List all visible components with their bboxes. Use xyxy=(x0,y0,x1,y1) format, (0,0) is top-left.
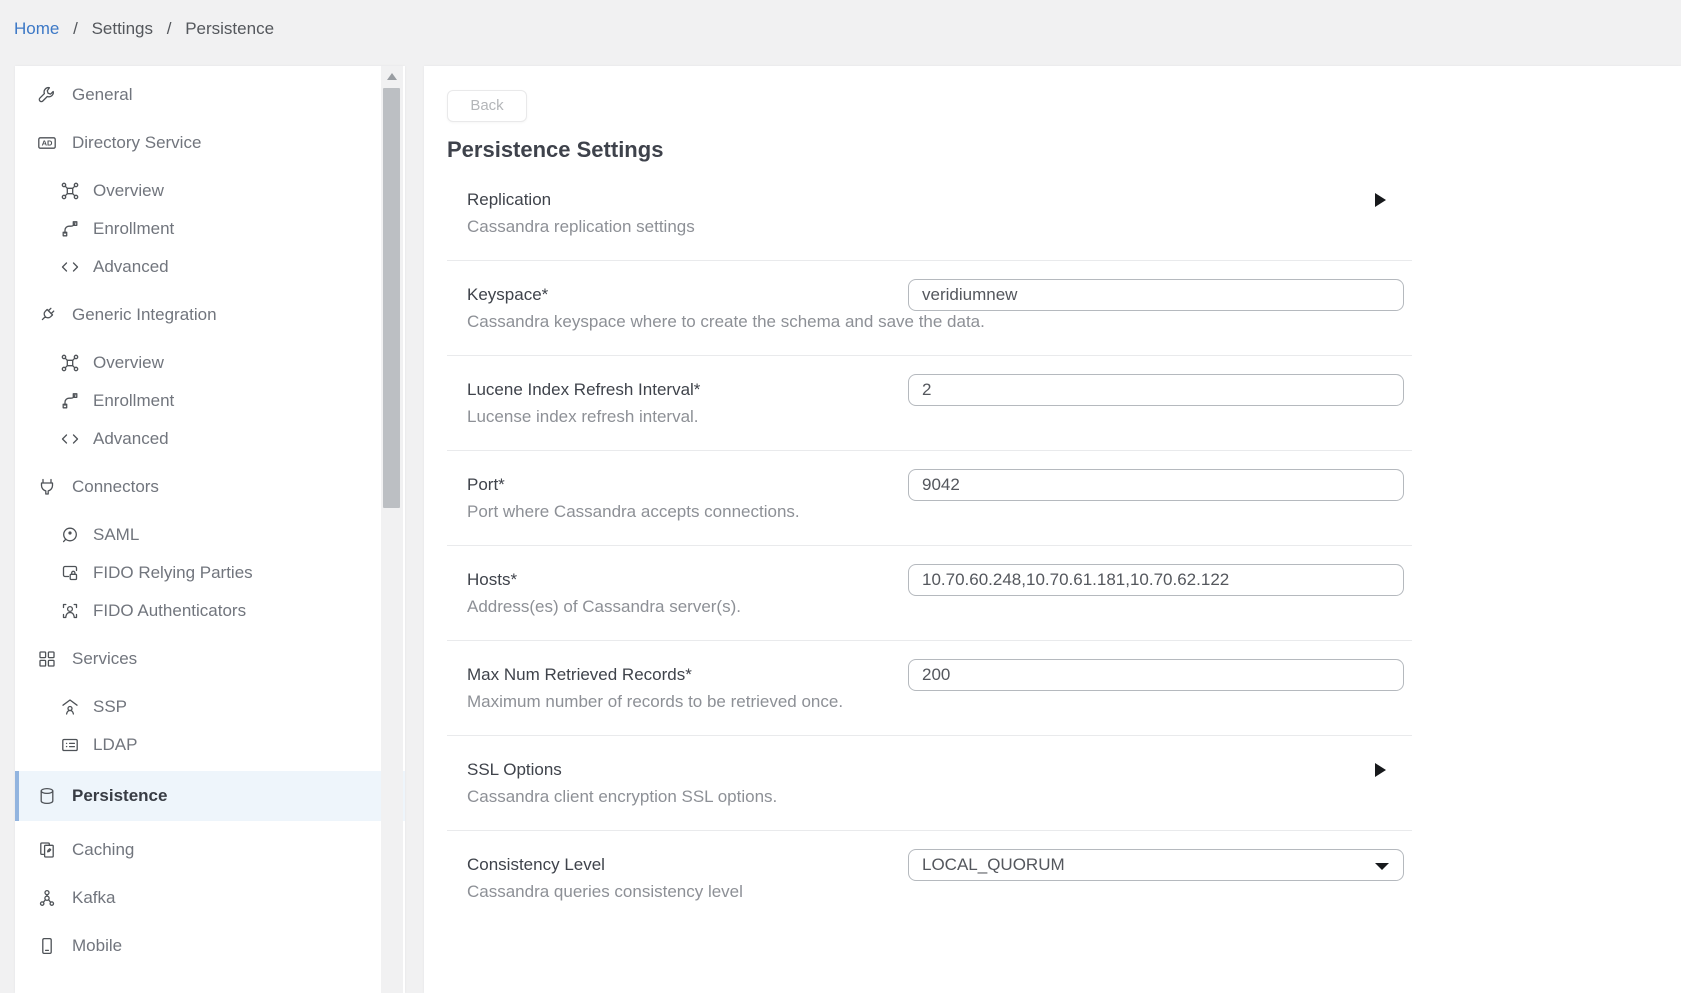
sidebar-item-mobile[interactable] xyxy=(15,927,405,965)
setting-label: Lucene Index Refresh Interval* xyxy=(467,380,701,399)
sidebar-item-label: FIDO Authenticators xyxy=(93,601,247,620)
code-icon xyxy=(60,429,80,449)
browser-lock-icon xyxy=(60,563,80,583)
sidebar-item-gi-advanced[interactable] xyxy=(15,420,405,458)
mobile-icon xyxy=(37,936,57,956)
setting-description: Cassandra keyspace where to create the schema and save the data. xyxy=(467,312,985,331)
setting-description: Cassandra replication settings xyxy=(467,217,695,236)
breadcrumb-current-page: Persistence xyxy=(185,19,275,38)
hosts-input[interactable] xyxy=(908,564,1404,596)
sidebar-item-label: Persistence xyxy=(72,786,168,805)
breadcrumb-settings: Settings xyxy=(91,19,153,38)
settings-sidebar xyxy=(15,66,405,993)
settings-form xyxy=(447,166,1412,926)
wrench-icon xyxy=(37,85,57,105)
page-title: Persistence Settings xyxy=(447,137,664,162)
sidebar-item-label: SSP xyxy=(93,697,128,716)
database-icon xyxy=(37,786,57,806)
setting-description: Cassandra queries consistency level xyxy=(467,882,743,901)
sidebar-item-ssp[interactable] xyxy=(15,688,405,726)
cache-copy-icon xyxy=(37,840,57,860)
saml-icon xyxy=(60,525,80,545)
sidebar-item-label: FIDO Relying Parties xyxy=(93,563,253,582)
sidebar-scrollbar[interactable] xyxy=(381,66,403,993)
sidebar-item-gi-overview[interactable] xyxy=(15,344,405,382)
sidebar-item-label: Services xyxy=(72,649,138,668)
grid-icon xyxy=(37,649,57,669)
persistence-settings-panel xyxy=(424,66,1681,993)
setting-row-keyspace xyxy=(447,261,1412,356)
scrollbar-up-icon[interactable] xyxy=(387,73,397,80)
setting-description: Address(es) of Cassandra server(s). xyxy=(467,597,741,616)
sidebar-item-general[interactable] xyxy=(15,76,405,114)
sidebar-item-label: Mobile xyxy=(72,936,123,955)
max-num-retrieved-records-input[interactable] xyxy=(908,659,1404,691)
address-card-icon xyxy=(60,735,80,755)
plug-icon xyxy=(37,477,57,497)
breadcrumb-separator: / xyxy=(73,19,78,38)
plug-diagonal-icon xyxy=(37,305,57,325)
sidebar-item-kafka[interactable] xyxy=(15,879,405,917)
sidebar-item-label: Connectors xyxy=(72,477,159,496)
setting-row-consistency-level xyxy=(447,831,1412,926)
sidebar-item-label: Enrollment xyxy=(93,219,175,238)
setting-row-ssl-options xyxy=(447,736,1412,831)
sidebar-item-connectors[interactable] xyxy=(15,468,405,506)
setting-row-lucene-index-refresh-interval xyxy=(447,356,1412,451)
code-icon xyxy=(60,257,80,277)
home-user-icon xyxy=(60,697,80,717)
setting-label: Hosts* xyxy=(467,570,518,589)
sidebar-item-label: Overview xyxy=(93,353,164,372)
pipeline-icon xyxy=(60,391,80,411)
sidebar-item-services[interactable] xyxy=(15,640,405,678)
pipeline-icon xyxy=(60,219,80,239)
breadcrumb xyxy=(14,19,274,39)
sidebar-item-saml[interactable] xyxy=(15,516,405,554)
setting-row-max-num-retrieved-records xyxy=(447,641,1412,736)
sidebar-item-fido-relying-parties[interactable] xyxy=(15,554,405,592)
sidebar-item-label: LDAP xyxy=(93,735,138,754)
expand-arrow-icon[interactable] xyxy=(1375,193,1386,207)
sidebar-item-label: General xyxy=(72,85,133,104)
setting-description: Port where Cassandra accepts connections. xyxy=(467,502,800,521)
breadcrumb-separator: / xyxy=(166,19,172,38)
sidebar-item-directory-service[interactable] xyxy=(15,124,405,162)
setting-label: SSL Options xyxy=(467,760,562,779)
sidebar-item-generic-integration[interactable] xyxy=(15,296,405,334)
sidebar-item-label: Enrollment xyxy=(93,391,175,410)
setting-label: Max Num Retrieved Records* xyxy=(467,665,692,684)
active-directory-icon xyxy=(37,133,57,153)
kafka-icon xyxy=(37,888,57,908)
setting-row-port xyxy=(447,451,1412,546)
sidebar-item-label: Kafka xyxy=(72,888,116,907)
breadcrumb-home-link[interactable]: Home xyxy=(14,19,60,38)
setting-label: Port* xyxy=(467,475,505,494)
sidebar-item-ds-enrollment[interactable] xyxy=(15,210,405,248)
expand-arrow-icon[interactable] xyxy=(1375,763,1386,777)
selected-option-label: LOCAL_QUORUM xyxy=(922,855,1065,874)
sidebar-item-ds-advanced[interactable] xyxy=(15,248,405,286)
dropdown-arrow-icon xyxy=(1375,863,1389,870)
lucene-index-refresh-interval-input[interactable] xyxy=(908,374,1404,406)
sidebar-item-fido-authenticators[interactable] xyxy=(15,592,405,630)
sidebar-item-ds-overview[interactable] xyxy=(15,172,405,210)
user-scan-icon xyxy=(60,601,80,621)
setting-row-replication xyxy=(447,166,1412,261)
setting-label: Replication xyxy=(467,190,552,209)
setting-label: Consistency Level xyxy=(467,855,605,874)
setting-label: Keyspace* xyxy=(467,285,549,304)
sidebar-item-gi-enrollment[interactable] xyxy=(15,382,405,420)
setting-row-hosts xyxy=(447,546,1412,641)
sidebar-item-ldap[interactable] xyxy=(15,726,405,764)
setting-description: Lucense index refresh interval. xyxy=(467,407,699,426)
sidebar-nav-list xyxy=(15,76,405,965)
sidebar-item-label: Directory Service xyxy=(72,133,202,152)
back-button[interactable]: Back xyxy=(447,90,527,122)
sidebar-item-persistence[interactable] xyxy=(15,771,405,821)
scrollbar-thumb[interactable] xyxy=(383,88,400,508)
sidebar-item-label: Caching xyxy=(72,840,135,859)
sidebar-item-label: SAML xyxy=(93,525,140,544)
sidebar-item-label: Overview xyxy=(93,181,164,200)
sidebar-item-caching[interactable] xyxy=(15,831,405,869)
sidebar-item-label: Advanced xyxy=(93,257,169,276)
setting-description: Maximum number of records to be retrieved once. xyxy=(467,692,844,711)
sidebar-item-label: Advanced xyxy=(93,429,169,448)
nodes-icon xyxy=(60,353,80,373)
setting-description: Cassandra client encryption SSL options. xyxy=(467,787,778,806)
keyspace-input[interactable] xyxy=(908,279,1404,311)
sidebar-item-label: Generic Integration xyxy=(72,305,217,324)
nodes-icon xyxy=(60,181,80,201)
consistency-level-select[interactable] xyxy=(908,849,1404,881)
svg-text:AD: AD xyxy=(41,138,53,148)
port-input[interactable] xyxy=(908,469,1404,501)
